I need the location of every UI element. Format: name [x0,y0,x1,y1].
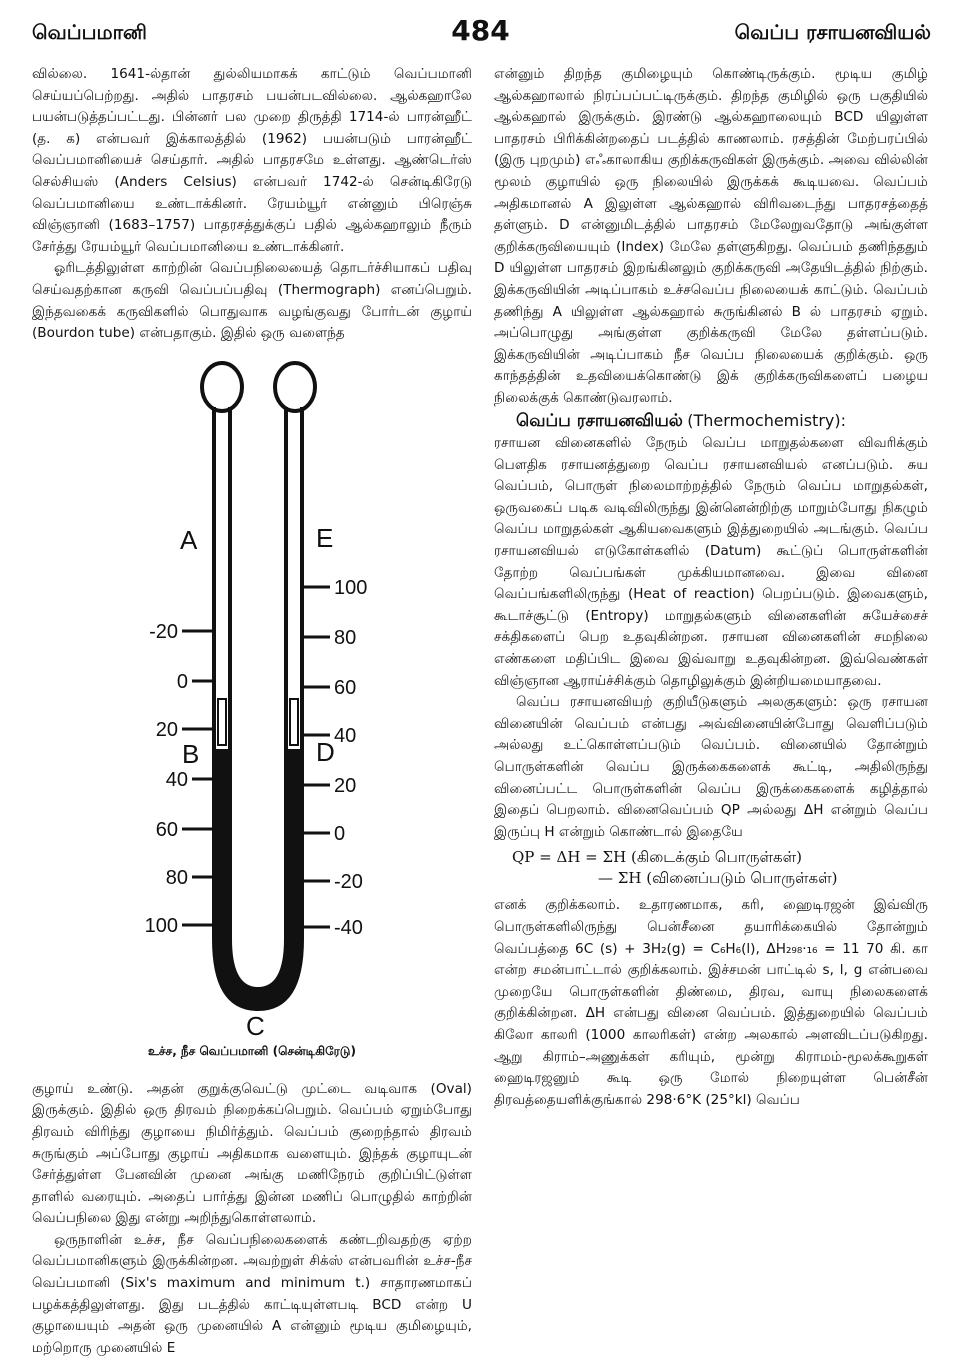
left-tick-label: 40 [165,768,188,791]
label-C: C [246,1010,265,1039]
header-right-keyword: வெப்ப ரசாயனவியல் [734,20,931,44]
index-B [218,699,226,745]
thermometer-diagram [32,359,472,1039]
label-A: A [180,524,198,555]
label-D: D [316,736,335,767]
left-column [32,64,472,1359]
left-tick-label: 0 [176,670,188,693]
left-paragraph-3: குழாய் உண்டு. அதன் குறுக்குவெட்டு முட்டை வடிவாக (Oval) இருக்கும். இதில் ஒரு திரவம் நிறைக்கப்பெறும். வெப்பம் ஏறும்போது திரவம் விரிந்து குழாயை நிமிர்த்தும். வெப்பம் குறைந்தால் திரவம் சுருங்கும் அப்போது குழாய் அதிகமாக வளையும். இந்தக் குழாயுடன் சேர்த்துள்ள பேனவின் முனை அங்கு மணிநேரம் குறிப்பிட்டுள்ள தாளில் வரையும். அதைப் பார்த்து இன்ன மணிப் பொழுதில் காற்றின் வெப்பநிலை இது என்று அறிந்துகொள்ளலாம். [32,1080,472,1227]
right-tick-label: 100 [334,576,368,599]
right-paragraph-1: என்னும் திறந்த குமிழையும் கொண்டிருக்கும். மூடிய குமிழ் ஆல்கஹாலால் நிரப்பப்பட்டிருக்கும். திறந்த குமிழில் ஒரு பகுதியில் ஆல்கஹால் இருக்கும். இரண்டு ஆல்கஹாலையும் BCD யிலுள்ள பாதரசம் பிரிக்கின்றதைப் படத்தில் காணலாம். ரசத்தின் மேற்பரப்பில் (இரு புறமும்) எஃகாலாகிய குறிக்கருவிகள் இருக்கும். அவை வில்லின் மூலம் குழாயில் ஒரு நிலையில் இருக்கக் கூடியவை. வெப்பம் அதிகமானல் A இலுள்ள ஆல்கஹால் விரிவடைந்து பாதரசத்தைத் தள்ளும். D என்னுமிடத்தில் பாதரசம் மேலேறுவதோடு அங்குள்ள குறிக்கருவியையும் (Index) மேலே தள்ளுகிறது. வெப்பம் தணிந்ததும் D யிலுள்ள பாதரசம் இறங்கினலும் குறிக்கருவி அதேயிடத்தில் நிற்கும். இக்கருவியின் அடிப்பாகம் உச்சவெப்ப நிலையைக் காட்டும். வெப்பம் தணிந்து A யிலுள்ள ஆல்கஹால் சுருங்கினல் B ல் பாதரசம் ஏறும். அப்பொழுது அங்குள்ள குறிக்கருவி மேலே தள்ளப்படும். இக்கருவியின் அடிப்பாகம் நீச வெப்ப நிலையைக் குறிக்கும். ஒரு காந்தத்தின் உதவியைக்கொண்டு இக் குறிக்கருவிகளைப் பழைய நிலைக்குக் கொண்டுவரலாம். [494,66,928,406]
enthalpy-formula [494,847,928,889]
formula-line-2: — ΣH (வினைப்படும் பொருள்கள்) [598,869,838,888]
right-tick-label: 40 [334,724,357,747]
left-paragraph-2: ஓரிடத்திலுள்ள காற்றின் வெப்பநிலையைத் தொடர்ச்சியாகப் பதிவு செய்வதற்கான கருவி வெப்பப்பதிவு (Thermograph) எனப்பெறும். இந்தவகைக் கருவிகளில் பொதுவாக வழங்குவது போர்டன் குழாய் (Bourdon tube) என்பதாகும். இதில் ஒரு வளைந்த [32,260,472,342]
left-tick-label: 80 [165,866,188,889]
right-tick-label: 60 [334,676,357,699]
heading-english: (Thermochemistry): [687,410,846,430]
right-paragraph-4: எனக் குறிக்கலாம். உதாரணமாக, கரி, ஹைடிரஜன் இவ்விரு பொருள்களிலிருந்து பென்சீனை தயாரிக்கையில் தோன்றும் வெப்பத்தை 6C (s) + 3H₂(g) = C₆H₆(l), ΔH₂₉₈·₁₆ = 11 70 கி. கா என்ற சமன்பாட்டால் குறிக்கலாம். இச்சமன் பாட்டில் s, l, g என்பவை முறையே பொருள்களின் திண்மை, திரவ, வாயு நிலைகளைக் குறிக்கின்றன. ΔH என்பது வினை வெப்பம். இத்துறையில் வெப்பம் கிலோ காலரி (1000 காலரிகள்) என்ற அலகால் அளவிடப்படுகிறது. ஆறு கிராம்–அணுக்கள் கரியும், மூன்று கிராமம்-மூலக்கூறுகள் ஹைடிரஜனும் கூடி ஒரு மோல் நிறையுள்ள பென்சீன் திரவத்தையளிக்குங்கால் 298·6°K (25°kl) வெப்ப [494,897,928,1108]
right-column [494,64,928,1111]
mercury-column [214,749,302,1009]
header-left-keyword: வெப்பமானி [32,20,147,44]
six-thermometer-figure [32,359,472,1071]
left-paragraph-1: வில்லை. 1641-ல்தான் துல்லியமாகக் காட்டும் வெப்பமானி செய்யப்பெற்றது. அதில் பாதரசம் பயன்படவில்லை. ஆல்கஹாலே பயன்படுத்தப்பட்டது. பின்னர் பல முறை திருத்தி 1714-ல் பாரன்ஹீட் (த. க) என்பவர் இக்காலத்தில் (1962) பயன்படும் பாரன்ஹீட் வெப்பமானியைச் செய்தார். அதில் பாதரசமே உள்ளது. ஆண்டெர்ஸ் செல்சியஸ் (Anders Celsius) என்பவர் 1742-ல் சென்டிகிரேடு வெப்பமானியை உண்டாக்கினர். ரேயம்யூர் என்னும் பிரெஞ்சு விஞ்ஞானி (1683–1757) பாதரசத்துக்குப் பதில் ஆல்கஹாலும் நீரும் சேர்த்து ரேயம்யூர் வெப்பமானியை உண்டாக்கினர். [32,66,472,255]
right-tick-label: 80 [334,626,357,649]
bulb-E [275,363,315,411]
left-tick-label: 20 [155,718,178,741]
u-tube-inner [230,407,286,989]
bulb-A [202,363,242,411]
right-tick-label: -40 [334,916,363,939]
right-tick-label: 0 [334,822,346,845]
left-tick-label: -20 [149,620,178,643]
right-tick-label: -20 [334,870,363,893]
page-header [0,14,961,54]
figure-caption: உச்ச, நீச வெப்பமானி (சென்டிகிரேடு) [148,1043,356,1058]
label-B: B [182,738,200,769]
left-tick-label: 60 [155,818,178,841]
left-paragraph-4: ஒருநாளின் உச்ச, நீச வெப்பநிலைகளைக் கண்டறிவதற்கு ஏற்ற வெப்பமானிகளும் இருக்கின்றன. அவற்றுள் சிக்ஸ் என்பவரின் உச்ச-நீச வெப்பமானி (Six's maximum and minimum t.) சாதாரணமாகப் பழக்கத்திலுள்ளது. இது படத்தில் காட்டியுள்ளபடி BCD என்ற U குழாயையும் அதன் ஒரு முனையில் A என்னும் மூடிய குமிழையும், மற்றொரு முனையில் E [32,1231,472,1356]
section-heading [494,410,928,434]
right-paragraph-3: வெப்ப ரசாயனவியற் குறியீடுகளும் அலகுகளும்: ஒரு ரசாயன வினையின் வெப்பம் என்பது அவ்வினையின்போது வெளிப்படும் அல்லது உட்கொள்ளப்படும் வெப்பம். வினையில் தோன்றும் பொருள்களின் வெப்ப இருக்கைகளைக் கூட்டி, அதிலிருந்து வினைப்பட்ட பொருள்களின் வெப்ப இருக்கைகளைக் கழித்தால் இதைப் பெறலாம். வினைவெப்பம் QP அல்லது ΔH என்றும் வெப்ப இருப்பு H என்றும் கொண்டால் இதையே [494,694,928,840]
index-D [290,699,298,745]
right-paragraph-2: ரசாயன வினைகளில் நேரும் வெப்ப மாறுதல்களை விவரிக்கும் பௌதிக ரசாயனத்துறை வெப்ப ரசாயனவியல் எனப்படும். சுய வெப்பம், பொருள் நிலைமாற்றத்தில் நேரும் வெப்ப மாறுதல்கள், ஒருவகைப் படிக வடிவிலிருந்து இன்னென்றிற்கு மாறும்போது நிகழும் வெப்ப மாறுதல்கள் ஆகியவைகளும் இத்துறையில் அடங்கும். வெப்ப ரசாயனவியல் எடுகோள்களில் (Datum) கூட்டுப் பொருள்களின் தோற்ற வெப்பங்கள் முக்கியமானவை. இவை வினை வெப்பங்களிலிருந்து (Heat of reaction) பெறப்படும். இவைகளும், கூடாச்சூட்டு (Entropy) மாறுதல்களும் வினைகளின் சுயேச்சைச் சக்திகளைப் பெற உதவுகின்றன. ரசாயன வினைகளின் சமநிலை எண்களை மதிப்பிட இவை இவ்வாறு உதவுகின்றன. இவ்வெண்கள் விஞ்ஞான ஆராய்ச்சிக்கும் தொழிலுக்கும் இன்றியமையாதவை. [494,435,928,689]
heading-tamil: வெப்ப ரசாயனவியல் [516,410,683,431]
formula-line-1: QP = ΔH = ΣH (கிடைக்கும் பொருள்கள்) [512,848,803,867]
label-E: E [316,522,334,553]
right-tick-label: 20 [334,774,357,797]
page-number: 484 [451,14,510,47]
left-tick-label: 100 [144,914,178,937]
